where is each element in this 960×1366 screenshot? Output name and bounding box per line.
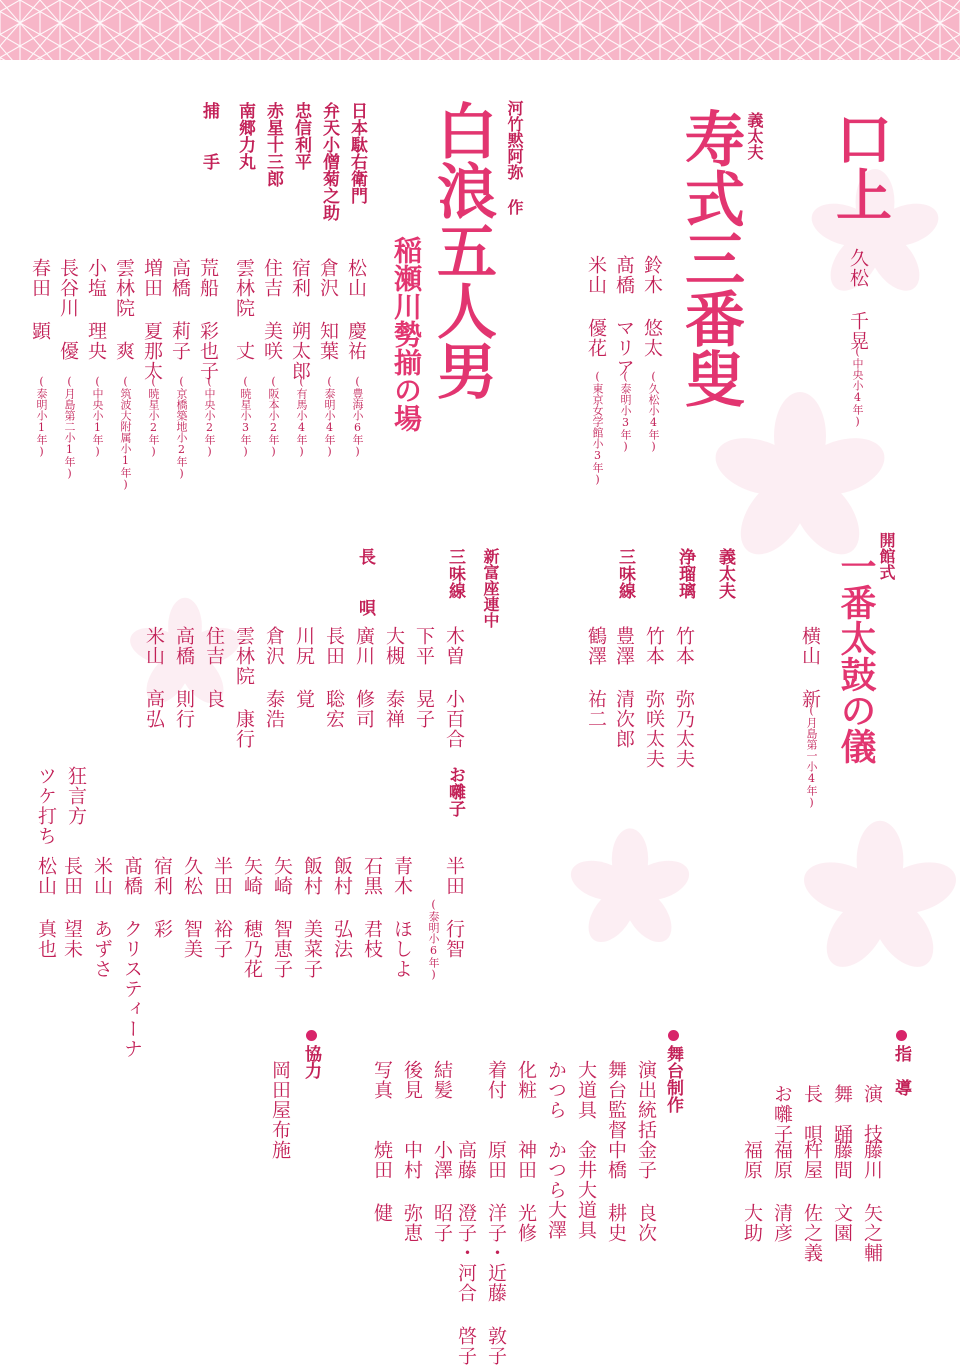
ohayashi-first-name: 半田 行智: [443, 856, 465, 959]
member-name: 川尻 覚: [293, 626, 315, 709]
cast-name: 髙橋 マリア: [613, 255, 635, 378]
tsukeuchi-name: 松山 真也: [35, 856, 57, 959]
member-name: 石黒 君枝: [361, 856, 383, 959]
cast-name: 雲林院 爽: [113, 258, 135, 361]
cast-school: (筑波大附属小1年): [119, 375, 132, 491]
cast-name: 宿利 朔太郎: [289, 258, 311, 381]
cast-name: 米山 優花: [585, 255, 607, 358]
blossom-decoration: [560, 820, 700, 960]
role-name: 弁天小僧菊之助: [319, 102, 339, 221]
credit-name: 中橋 耕史: [605, 1140, 627, 1243]
gidayu-role: 浄瑠璃: [675, 548, 695, 599]
shido-label: 指 導: [892, 1030, 909, 1096]
credit-role: 舞台監督: [605, 1060, 627, 1140]
cast-school: (月島第二小1年): [63, 375, 76, 480]
credit-role: 写真: [371, 1060, 393, 1100]
member-name: 久松 智美: [181, 856, 203, 959]
kojo-school: (中央小4年): [851, 345, 864, 428]
shiranami-author: 河竹黙阿弥 作: [505, 100, 524, 215]
credit-role: 演出統括: [635, 1060, 657, 1140]
sanbaso-title: 寿式三番叟: [675, 108, 745, 408]
kyoryoku-name: 岡田屋布施: [269, 1060, 291, 1160]
member-name: 下平 晃子: [413, 626, 435, 729]
cast-name: 増田 夏那太: [141, 258, 163, 381]
cast-school: (泰明小1年): [35, 375, 48, 458]
credit-role: 結髪: [431, 1060, 453, 1100]
ohayashi-first-school: (泰明小6年): [427, 898, 440, 981]
cast-name: 倉沢 知葉: [317, 258, 339, 361]
cast-school: (京橋築地小2年): [175, 375, 188, 480]
kojo-performer: 久松 千晃: [847, 248, 869, 351]
gidayu-name: 豊澤 清次郎: [613, 626, 635, 749]
member-name: 矢崎 智恵子: [271, 856, 293, 979]
cast-name: 住吉 美咲: [261, 258, 283, 361]
kaikanshiki-title: 一番太鼓の儀: [835, 548, 877, 764]
kojo-title: 口上: [827, 110, 893, 222]
member-name: 宿利 彩: [151, 856, 173, 939]
cast-name: 松山 慶祐: [345, 258, 367, 361]
cast-school: (泰明小4年): [323, 375, 336, 458]
member-name: 米山 高弘: [143, 626, 165, 729]
member-name: 飯村 弘法: [331, 856, 353, 959]
gidayu-label: 義太夫: [715, 548, 735, 599]
member-name: 青木 ほしよ: [391, 856, 413, 979]
cast-name: 鈴木 悠太: [641, 255, 663, 358]
cast-name: 小塩 理央: [85, 258, 107, 361]
cast-school: (東京女学館小3年): [591, 370, 604, 486]
shintomiza-label: 新富座連中: [481, 548, 500, 628]
member-name: 高橋 則行: [173, 626, 195, 729]
cast-name: 荒船 彩也子: [197, 258, 219, 381]
member-name: 雲林院 康行: [233, 626, 255, 749]
member-name: 住吉 良: [203, 626, 225, 709]
kyoryoku-label: 協力: [302, 1030, 319, 1079]
credit-name: 藤間 文園: [831, 1140, 853, 1243]
credit-role: 舞 踊: [831, 1084, 853, 1144]
role-name: 捕 手: [199, 102, 219, 170]
bullet-icon: [668, 1030, 679, 1041]
credit-name: 中村 弥恵: [401, 1140, 423, 1243]
credit-role: かつら: [545, 1060, 567, 1120]
cast-name: 雲林院 丈: [233, 258, 255, 361]
asanoha-pattern-band: [0, 0, 960, 60]
credit-name: 神田 光修: [515, 1140, 537, 1243]
credit-name: 原田 洋子・近藤 敦子: [485, 1140, 507, 1366]
cast-school: (中央小1年): [91, 375, 104, 458]
credit-name: 福原 大助: [741, 1140, 763, 1243]
member-name: 髙橋 クリスティーナ: [121, 856, 143, 1059]
member-name: 大槻 泰禅: [383, 626, 405, 729]
kaikanshiki-label: 開館式: [877, 532, 896, 580]
gidayu-name: 竹本 弥乃太夫: [673, 626, 695, 769]
cast-name: 春田 顕: [29, 258, 51, 341]
cast-name: 長谷川 優: [57, 258, 79, 361]
credit-name: 金井大道具: [575, 1140, 597, 1240]
shamisen-label: 三味線: [445, 548, 465, 599]
member-name: 米山 あずさ: [91, 856, 113, 979]
cast-school: (有馬小4年): [295, 375, 308, 458]
cast-school: (暁星小2年): [147, 375, 160, 458]
kaikanshiki-school: (月島第一小4年): [805, 704, 818, 809]
credit-role: 後見: [401, 1060, 423, 1100]
role-name: 日本駄右衛門: [347, 102, 367, 204]
member-name: 長田 望未: [61, 856, 83, 959]
kaikanshiki-performer: 横山 新: [799, 626, 821, 709]
credit-name: 金子 良次: [635, 1140, 657, 1243]
credit-role: 演 技: [861, 1084, 883, 1144]
gidayu-name: 鶴澤 祐二: [585, 626, 607, 729]
cast-school: (泰明小3年): [619, 370, 632, 453]
credit-name: 杵屋 佐之義: [801, 1140, 823, 1263]
ohayashi-label: お囃子: [445, 766, 465, 817]
member-name: 飯村 美菜子: [301, 856, 323, 979]
credit-role: 化粧: [515, 1060, 537, 1100]
kyogenkata-label: 狂言方: [65, 766, 87, 826]
blossom-decoration: [790, 810, 960, 990]
gidayu-name: 竹本 弥咲太夫: [643, 626, 665, 769]
role-name: 赤星十三郎: [263, 102, 283, 187]
butai-label: 舞台制作: [664, 1030, 681, 1113]
member-name: 半田 裕子: [211, 856, 233, 959]
bullet-icon: [306, 1030, 317, 1041]
credit-name: 小澤 昭子: [431, 1140, 453, 1243]
cast-school: (豊海小6年): [351, 375, 364, 458]
sanbaso-label: 義太夫: [745, 112, 764, 160]
credit-role: 長 唄: [801, 1084, 823, 1144]
cast-school: (中央小2年): [203, 375, 216, 458]
shiranami-title: 白浪五人男: [427, 100, 497, 400]
member-name: 木曽 小百合: [443, 626, 465, 749]
tsukeuchi-label: ツケ打ち: [35, 766, 57, 846]
shiranami-subtitle: 稲瀬川勢揃の場: [390, 236, 423, 432]
member-name: 矢崎 穂乃花: [241, 856, 263, 979]
credit-name: 藤川 矢之輔: [861, 1140, 883, 1263]
cast-school: (暁星小3年): [239, 375, 252, 458]
credit-name: 高藤 澄子・河合 啓子: [455, 1140, 477, 1366]
member-name: 長田 聡宏: [323, 626, 345, 729]
bullet-icon: [896, 1030, 907, 1041]
credit-role: 着付: [485, 1060, 507, 1100]
cast-name: 高橋 莉子: [169, 258, 191, 361]
member-name: 倉沢 泰浩: [263, 626, 285, 729]
cast-school: (阪本小2年): [267, 375, 280, 458]
role-name: 忠信利平: [291, 102, 311, 170]
credit-role: 大道具: [575, 1060, 597, 1120]
member-name: 廣川 修司: [353, 626, 375, 729]
role-name: 南郷力丸: [235, 102, 255, 170]
credit-name: 焼田 健: [371, 1140, 393, 1223]
credit-name: 福原 清彦: [771, 1140, 793, 1243]
nagauta-label: 長 唄: [355, 548, 375, 616]
credit-name: かつら大澤: [545, 1140, 567, 1240]
cast-school: (久松小4年): [647, 370, 660, 453]
credit-role: お囃子: [771, 1084, 793, 1144]
gidayu-role: 三味線: [615, 548, 635, 599]
